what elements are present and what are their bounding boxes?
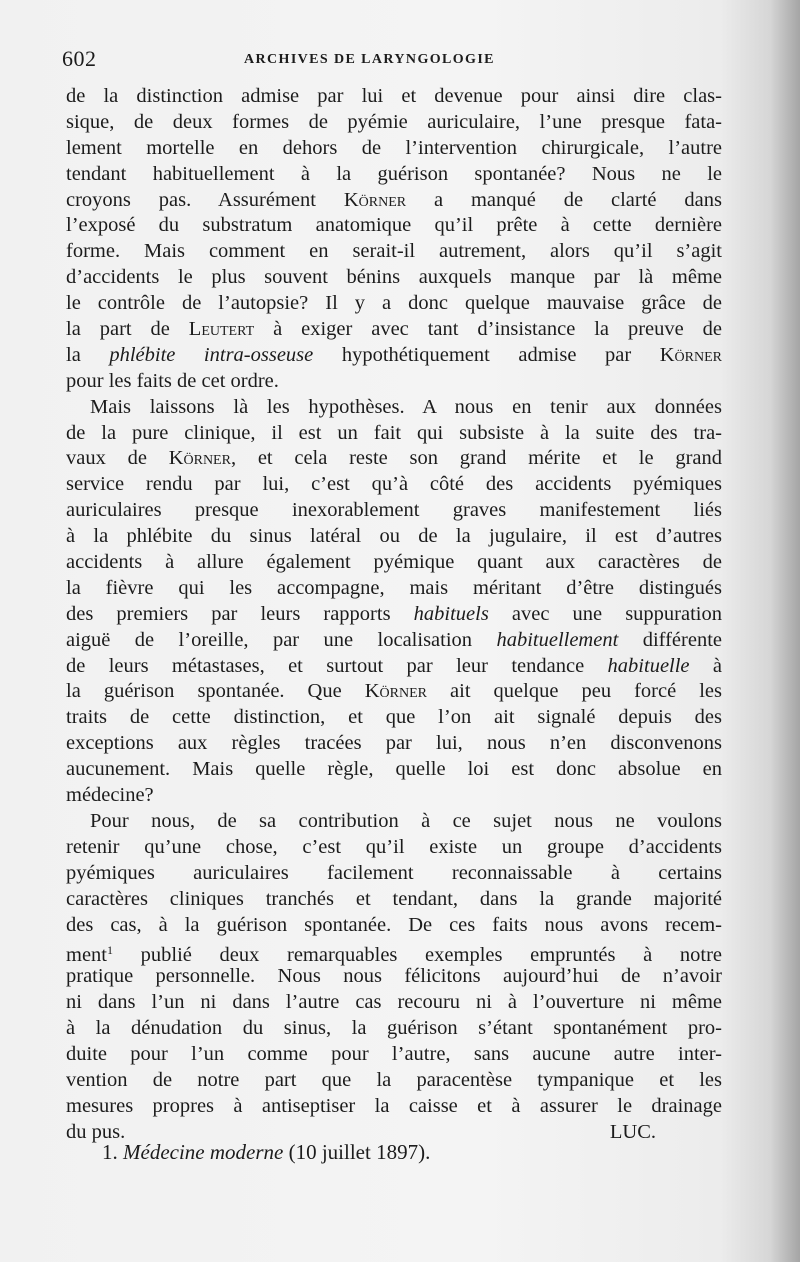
text-line: tendant habituellement à la guérison spontanée? Nous ne le <box>66 162 722 185</box>
text-line: lement mortelle en dehors de l’intervention chirurgicale, l’autre <box>66 136 722 159</box>
text-line: vention de notre part que la paracentèse tympanique et les <box>66 1068 722 1091</box>
text-line: forme. Mais comment en serait-il autrement, alors qu’il s’agit <box>66 240 722 263</box>
text-line: d’accidents le plus souvent bénins auxquels manque par là même <box>66 266 722 289</box>
text-line: service rendu par lui, c’est qu’à côté des accidents pyémiques <box>66 473 722 496</box>
page-number: 602 <box>62 46 97 71</box>
text-line: auriculaires presque inexorablement graves manifestement liés <box>66 499 722 522</box>
text-line: caractères cliniques tranchés et tendant, dans la grande majorité <box>66 887 722 910</box>
running-head: ARCHIVES DE LARYNGOLOGIE <box>244 52 495 67</box>
signature: LUC. <box>609 1120 656 1143</box>
text-line: ni dans l’un ni dans l’autre cas recouru ni à l’ouverture ni même <box>66 991 722 1014</box>
text-line: à la dénudation du sinus, la guérison s’étant spontanément pro- <box>66 1017 722 1040</box>
text-line: la fièvre qui les accompagne, mais méritant d’être distingués <box>66 576 722 599</box>
text-line: croyons pas. Assurément Körner a manqué de clarté dans <box>66 188 722 211</box>
author-name: Körner <box>659 343 722 366</box>
text-line: la guérison spontanée. Que Körner ait quelque peu forcé les <box>66 680 722 703</box>
text-line: duite pour l’un comme pour l’autre, sans aucune autre inter- <box>66 1042 722 1065</box>
text-line: de la pure clinique, il est un fait qui subsiste à la suite des tra- <box>66 421 722 444</box>
author-name: Körner <box>168 447 231 470</box>
text-line: de la distinction admise par lui et devenue pour ainsi dire clas- <box>66 85 722 107</box>
body-text <box>66 84 722 1146</box>
footnote-title: Médecine moderne <box>123 1140 284 1164</box>
text-line: ment$^1$ publié deux remarquables exemples empruntés à notre <box>66 943 722 967</box>
text-line: vaux de Körner, et cela reste son grand mérite et le grand <box>66 447 723 470</box>
text-line: médecine? <box>66 784 154 807</box>
italic-term: habituelle <box>607 654 690 677</box>
text-line: des premiers par leurs rapports habituels avec une suppuration <box>66 602 722 625</box>
text-line: pour les faits de cet ordre. <box>66 369 279 392</box>
text-line: pratique personnelle. Nous nous félicitons aujourd’hui de n’avoir <box>66 965 722 988</box>
author-name: Leutert <box>188 318 255 341</box>
text-line: sique, de deux formes de pyémie auriculaire, l’une presque fata- <box>66 110 722 133</box>
footnote-ref: 1 <box>107 943 113 958</box>
page-header <box>62 46 722 78</box>
text-line: la phlébite intra-osseuse hypothétiquement admise par Körner <box>66 343 722 366</box>
text-line: exceptions aux règles tracées par lui, nous n’en disconvenons <box>66 732 722 755</box>
footnote <box>102 1140 430 1165</box>
italic-term: habituellement <box>496 628 619 651</box>
text-line: aucunement. Mais quelle règle, quelle loi est donc absolue en <box>66 758 722 781</box>
paragraph-start: Mais laissons là les hypothèses. A nous en tenir aux données <box>90 395 722 418</box>
footnote-rest: (10 juillet 1897). <box>283 1140 431 1164</box>
page-edge-shadow <box>770 0 800 1262</box>
text-line: la part de Leutert à exiger avec tant d’insistance la preuve de <box>66 318 722 341</box>
text-line: traits de cette distinction, et que l’on ait signalé depuis des <box>66 706 722 729</box>
text-line: des cas, à la guérison spontanée. De ces faits nous avons recem- <box>66 913 722 936</box>
last-line: du pus. <box>66 1120 126 1143</box>
italic-term: phlébite intra-osseuse <box>109 343 314 366</box>
author-name: Körner <box>364 680 428 703</box>
text-line: pyémiques auriculaires facilement reconnaissable à certains <box>66 861 722 884</box>
text-line: le contrôle de l’autopsie? Il y a donc quelque mauvaise grâce de <box>66 292 722 315</box>
text-line: à la phlébite du sinus latéral ou de la jugulaire, il est d’autres <box>66 525 722 548</box>
text-line: retenir qu’une chose, c’est qu’il existe un groupe d’accidents <box>66 835 722 858</box>
footnote-number: 1. <box>102 1140 118 1164</box>
text-line: aiguë de l’oreille, par une localisation habituellement différente <box>66 628 722 651</box>
text-line: l’exposé du substratum anatomique qu’il prête à cette dernière <box>66 214 722 237</box>
italic-term: habituels <box>413 602 489 625</box>
text-line: de leurs métastases, et surtout par leur tendance habituelle à <box>66 654 722 677</box>
paragraph-start: Pour nous, de sa contribution à ce sujet nous ne voulons <box>90 809 722 832</box>
text-line: mesures propres à antiseptiser la caisse et à assurer le drainage <box>66 1094 722 1117</box>
text-line: accidents à allure également pyémique quant aux caractères de <box>66 551 722 574</box>
author-name: Körner <box>343 188 407 211</box>
